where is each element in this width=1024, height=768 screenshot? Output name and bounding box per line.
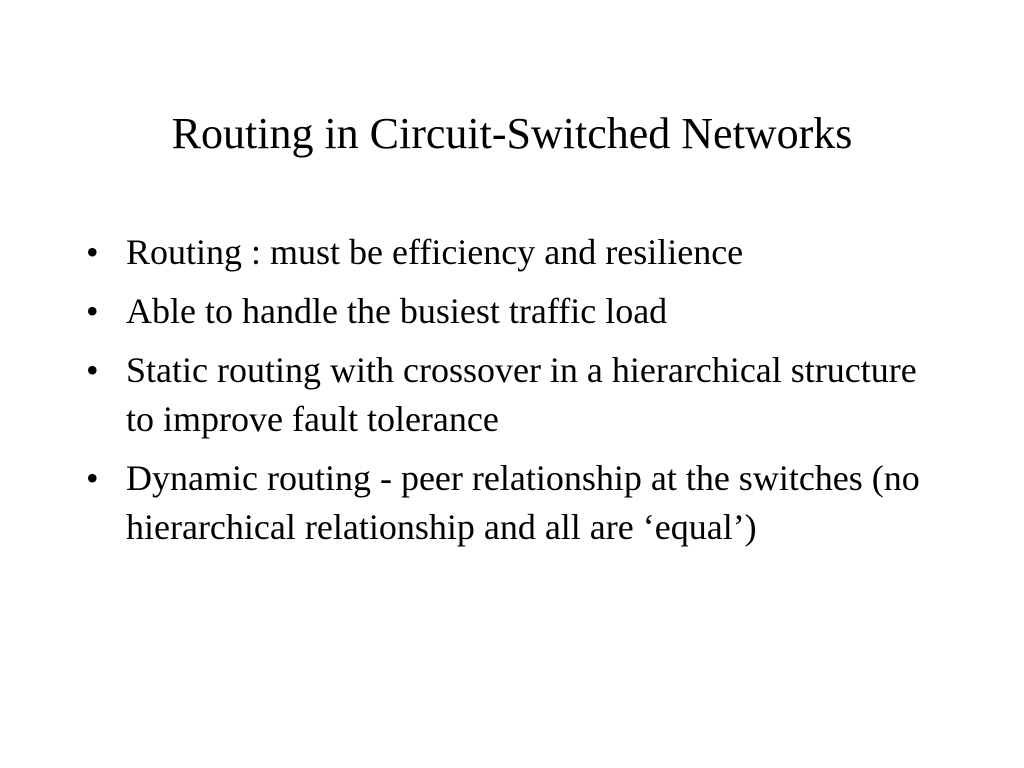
bullet-text: Static routing with crossover in a hierarchical structure to improve fault tolerance — [126, 350, 917, 439]
bullet-dot-icon: • — [86, 350, 99, 390]
bullet-dot-icon: • — [86, 291, 99, 331]
bullet-text: Dynamic routing - peer relationship at the switches (no hierarchical relationship and all are ‘equal’) — [126, 458, 920, 547]
bullet-text: Able to handle the busiest traffic load — [126, 291, 668, 331]
bullet-item — [84, 346, 944, 444]
slide-title: Routing in Circuit-Switched Networks — [171, 109, 853, 158]
bullet-dot-icon: • — [86, 232, 99, 272]
bullet-item — [84, 228, 944, 277]
bullet-item — [84, 287, 944, 336]
bullet-text: Routing : must be efficiency and resilience — [126, 232, 744, 272]
bullet-item — [84, 454, 944, 552]
bullet-list — [84, 228, 944, 562]
bullet-dot-icon: • — [86, 458, 99, 498]
